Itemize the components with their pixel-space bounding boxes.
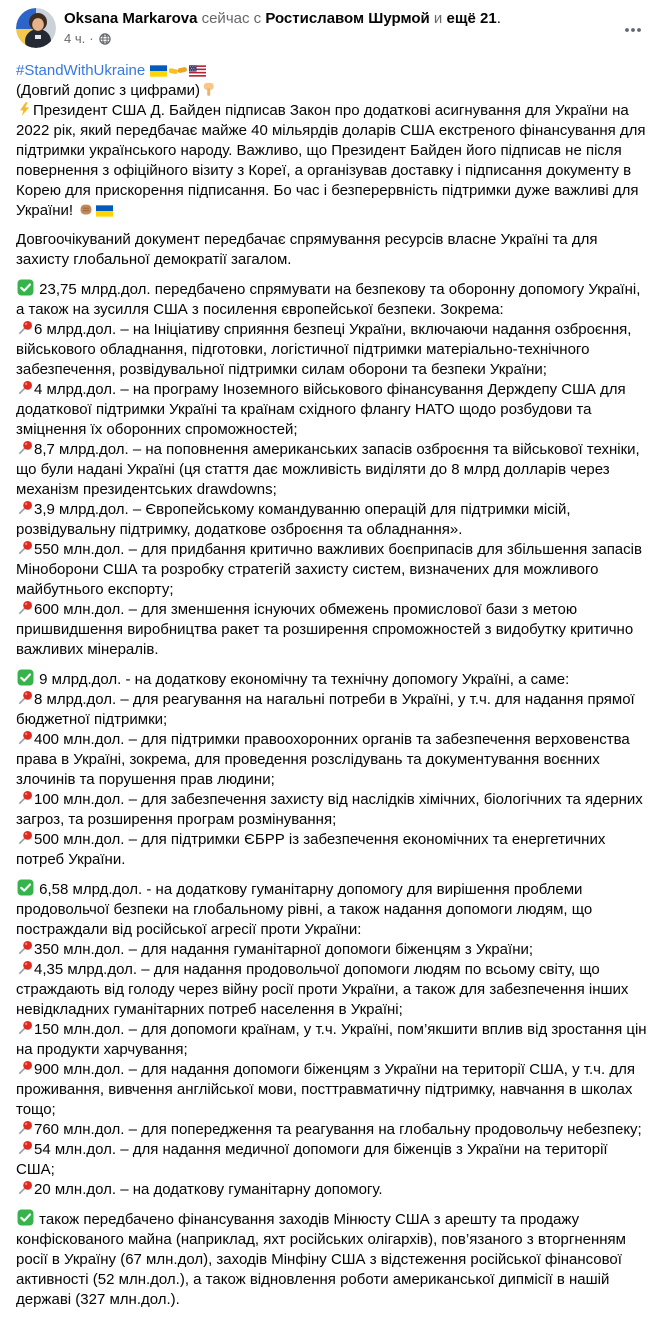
post-paragraph-block — [16, 1209, 647, 1310]
post-line — [16, 940, 647, 960]
flag-ukraine-icon — [96, 205, 113, 217]
post-paragraph-block — [16, 879, 647, 1200]
post-text: 550 млн.дол. – для придбання критично важливих боєприпасів для збільшення запасів Міноборони США та розробку стратегій захисту систем, визначених для можливого майбутнього експорту; — [16, 541, 642, 598]
more-tagged-link[interactable]: ещё 21 — [446, 10, 497, 27]
post-line — [16, 380, 647, 440]
post-text: 54 млн.дол. – для надання медичної допомоги для біженців з України на території США; — [16, 1141, 608, 1178]
post-line — [16, 101, 647, 221]
post-line — [16, 1180, 647, 1200]
post-line — [16, 730, 647, 790]
check-icon — [17, 669, 34, 686]
post-line — [16, 1209, 647, 1310]
post-text: (Довгий допис з цифрами) — [16, 82, 201, 99]
more-options-button[interactable] — [617, 18, 649, 42]
lightning-icon — [17, 101, 32, 117]
post-line — [16, 1140, 647, 1180]
post-line — [16, 81, 647, 101]
post-line — [16, 790, 647, 830]
pin-icon — [17, 540, 33, 556]
post-text: також передбачено фінансування заходів Мінюсту США з арешту та продажу конфіскованого майна (наприклад, яхт російських олігархів), пов’язаного з вторгненням росії в Україну (67 млн.дол), заходів Мінфіну США з відстеження російської фінансової активності (52 млн.дол.), а також відновлення роботи американської дипмісії в нашій державі (327 млн.дол.). — [16, 1211, 626, 1308]
post-line — [16, 879, 647, 940]
pin-icon — [17, 1020, 33, 1036]
post-line — [16, 500, 647, 540]
post-line — [16, 1120, 647, 1140]
post-line — [16, 320, 647, 380]
pin-icon — [17, 960, 33, 976]
byline-conjunction: и — [433, 10, 443, 27]
fist-icon — [78, 202, 94, 217]
post-line — [16, 230, 647, 270]
pin-icon — [17, 1060, 33, 1076]
meta-separator: · — [89, 31, 94, 46]
pin-icon — [17, 320, 33, 336]
post-text: 150 млн.дол. – для допомоги країнам, у т.ч. Україні, пом’якшити вплив від зростання цін на продукти харчування; — [16, 1021, 647, 1058]
post-line — [16, 1060, 647, 1120]
post-text: 4 млрд.дол. – на програму Іноземного військового фінансування Держдепу США для додаткової підтримки Україні та країнам східного флангу НАТО щодо розбудови та зміцнення їх оборонних спроможностей; — [16, 381, 626, 438]
post-paragraph-block — [16, 61, 647, 221]
hashtag-link[interactable]: #StandWithUkraine — [16, 62, 146, 79]
post-text: 400 млн.дол. – для підтримки правоохоронних органів та забезпечення верховенства права в Україні, зокрема, для проведення розслідувань та документування воєнних злочинів та порушення прав людини; — [16, 731, 630, 788]
pin-icon — [17, 790, 33, 806]
post-paragraph-block — [16, 279, 647, 660]
author-link[interactable]: Oksana Markarova — [64, 10, 198, 27]
post-byline — [64, 9, 501, 28]
pin-icon — [17, 440, 33, 456]
globe-icon — [99, 33, 111, 45]
post-line — [16, 600, 647, 660]
post-line — [16, 830, 647, 870]
flag-ukraine-icon — [150, 65, 167, 77]
more-options-icon — [623, 20, 643, 40]
handshake-icon — [169, 64, 187, 77]
pin-icon — [17, 690, 33, 706]
post-text: Довгоочікуваний документ передбачає спрямування ресурсів власне Україні та для захисту глобальної демократії загалом. — [16, 231, 598, 268]
post-line — [16, 1020, 647, 1060]
post-text: 6 млрд.дол. – на Ініціативу сприяння безпеці України, включаючи надання озброєння, військового обладнання, підготовки, логістичної підтримки матеріально-технічного забезпечення, розвідувальної підтримки силам оборони та безпеки України; — [16, 321, 632, 378]
post-line — [16, 440, 647, 500]
post-text: 20 млн.дол. – на додаткову гуманітарну допомогу. — [34, 1181, 383, 1198]
avatar-photo — [16, 8, 56, 48]
post-paragraph-block — [16, 669, 647, 870]
check-icon — [17, 879, 34, 896]
post-text: 100 млн.дол. – для забезпечення захисту від наслідків хімічних, біологічних та ядерних загроз, та розширення програм розмінування; — [16, 791, 643, 828]
post-text: 760 млн.дол. – для попередження та реагування на глобальну продовольчу небезпеку; — [34, 1121, 642, 1138]
post-text: 8,7 млрд.дол. – на поповнення американських запасів озброєння та військової техніки, що були надані Україні (ця стаття дає можливість виділяти до 8 млрд долларів через механізм президентських drawdowns; — [16, 441, 640, 498]
flag-usa-icon — [189, 65, 206, 77]
tagged-user-link[interactable]: Ростиславом Шурмой — [265, 10, 430, 27]
post-text: 4,35 млрд.дол. – для надання продовольчої допомоги людям по всьому світу, що страждають від голоду через війну росії проти України, а також для забезпечення інших невідкладних гуманітарних потреб населення в Україні; — [16, 961, 629, 1018]
pin-icon — [17, 1120, 33, 1136]
pin-icon — [17, 1140, 33, 1156]
post-line — [16, 669, 647, 690]
byline-text: сейчас с — [201, 10, 262, 27]
pin-icon — [17, 940, 33, 956]
pin-icon — [17, 730, 33, 746]
check-icon — [17, 1209, 34, 1226]
post-text: 23,75 млрд.дол. передбачено спрямувати на безпекову та оборонну допомогу Україні, а також на зусилля США з посилення європейської безпеки. Зокрема: — [16, 281, 641, 318]
post-line — [16, 960, 647, 1020]
post-line — [16, 540, 647, 600]
avatar[interactable] — [16, 8, 56, 48]
pin-icon — [17, 830, 33, 846]
post-line — [16, 279, 647, 320]
post-text: 500 млн.дол. – для підтримки ЄБРР із забезпечення економічних та енергетичних потреб України. — [16, 831, 606, 868]
byline-period: . — [496, 10, 501, 27]
post-meta — [64, 31, 501, 47]
post-line — [16, 690, 647, 730]
post-text: 8 млрд.дол. – для реагування на нагальні потреби в Україні, у т.ч. для надання прямої бюджетної підтримки; — [16, 691, 635, 728]
check-icon — [17, 279, 34, 296]
post-text: 3,9 млрд.дол. – Європейському командуванню операцій для підтримки місій, розвідувальну підтримку, додаткове озброєння та обладнання». — [16, 501, 571, 538]
post-text: 350 млн.дол. – для надання гуманітарної допомоги біженцям з України; — [34, 941, 534, 958]
pin-icon — [17, 380, 33, 396]
post-text: Президент США Д. Байден підписав Закон про додаткові асигнування для України на 2022 рік, який передбачає майже 40 мільярдів доларів США екстреного фінансування для підтримки українського народу. Важливо, що Президент Байден його підписав не після повернення з офіційного візиту з Кореї, а організував доставку і підписання документу в Корею для прискорення підписання. Бо час і безперервність підтримки дуже важливі для України! — [16, 102, 646, 219]
header-meta — [64, 8, 501, 47]
point-down-icon — [201, 81, 216, 97]
post-text: 600 млн.дол. – для зменшення існуючих обмежень промислової бази з метою пришвидшення виробництва ракет та розширення спроможностей з видобутку критично важливих мінералів. — [16, 601, 634, 658]
post-text: 9 млрд.дол. - на додаткову економічну та технічну допомогу Україні, а саме: — [39, 671, 570, 688]
pin-icon — [17, 600, 33, 616]
pin-icon — [17, 1180, 33, 1196]
post-text: 6,58 млрд.дол. - на додаткову гуманітарну допомогу для вирішення проблеми продовольчої безпеки на глобальному рівні, а також надання допомоги людям, що постраждали від російської агресії проти України: — [16, 881, 593, 938]
post-header — [16, 8, 647, 48]
timestamp-link[interactable]: 4 ч. — [64, 31, 86, 46]
pin-icon — [17, 500, 33, 516]
post-body — [16, 61, 647, 1310]
post-text: 900 млн.дол. – для надання допомоги біженцям з України на території США, у т.ч. для проживання, вивчення англійської мови, посттравматичну підтримку, навчання в школах тощо; — [16, 1061, 635, 1118]
post-paragraph-block — [16, 230, 647, 270]
post-line — [16, 61, 647, 81]
